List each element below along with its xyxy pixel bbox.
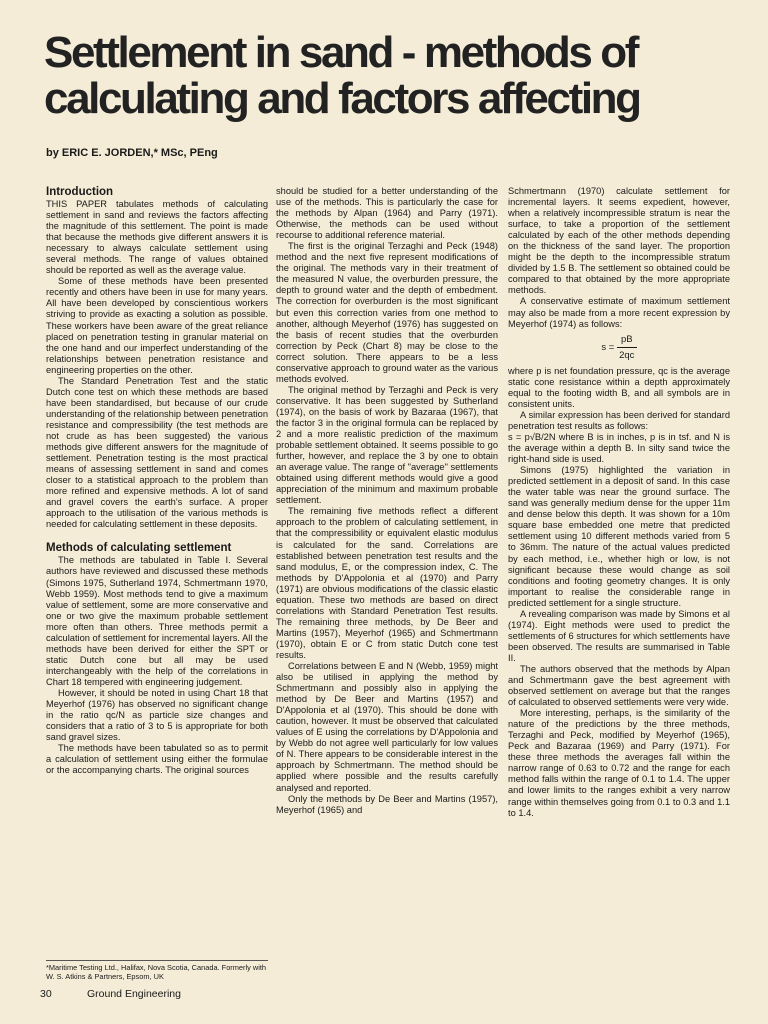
paragraph: Only the methods by De Beer and Martins (1957), Meyerhof (1965) and [276,793,498,815]
paragraph: The remaining five methods reflect a different approach to the problem of calculating settlement, in that the compressibility or equivalent elastic modulus is calculated for the sand. Correlations are established between penetration test results and the sand modulus, E, or the compression index, C. The methods by D'Appolonia et al (1970) and Parry (1971) are obvious modifications of the classic elastic equation. These two methods are based on direct correlations with Standard Penetration Test results. The remaining three methods, by De Beer and Martins (1957), Meyerhof (1965) and Schmertmann (1970), obtain E or C from static Dutch cone test results. [276,506,498,660]
paragraph: The Standard Penetration Test and the static Dutch cone test on which these methods are based have been standardised, but because of our crude understanding of the relationship between penetration resistance and compressibility (the test methods are not crude as has been suggested) the various methods give different answers for the magnitude of settlement. Penetration testing is the most practical means of assessing settlement in sand and comes closer to a statistical approach to the problem than more refined and expensive methods. A lot of sand and gravel covers the earth's surface. A proper approach to the utilisation of the various methods is needed for calculating settlement in these deposits. [46,375,268,530]
paragraph: should be studied for a better understanding of the use of the methods. This is particularly the case for the methods by Alpan (1964) and Parry (1971). Otherwise, the methods can be used without recourse to additional reference material. [276,186,498,241]
paragraph: where p is net foundation pressure, qc is the average static cone resistance within a depth approximately equal to the footing width B, and all symbols are in consistent units. [508,365,730,409]
formula-numerator: pB [617,334,637,348]
paragraph: The first is the original Terzaghi and Peck (1948) method and the next five represent modifications of the original. The methods vary in their treatment of the measured N value, the overburden pressure, the depth to ground water and the depth of embedment. The correction for overburden is the most significant but even this correction varies from one method to another, although Meyerhof (1976) has suggested on the basis of recent studies that the overburden correction by Peck (Chart 8) may be close to the correct solution. There appears to be a less conservative approach to ground water as the various methods evolved. [276,241,498,384]
methods-heading: Methods of calculating settlement [46,542,232,555]
paragraph: THIS PAPER tabulates methods of calculating settlement in sand and reviews the factors affecting the magnitude of this settlement. The point is made that because the methods give different answers it is necessary to always calculate settlement using several methods. The range of values obtained should be reported as well as the average value. [46,199,268,276]
column-2 [276,186,498,816]
paragraph: A revealing comparison was made by Simons et al (1974). Eight methods were used to predict the settlements of 6 structures for which settlements have been observed. The results are summarised in Table II. [508,608,730,663]
paragraph: The methods are tabulated in Table I. Several authors have reviewed and discussed these methods (Simons 1975, Sutherland 1974, Schmertmann 1970, Webb 1959). Most methods tend to give a maximum value of settlement, some are more conservative and one or two give the maximum probable settlement more often than others. Three methods permit a calculation of settlement for incremental layers. All the methods have been derived for either the SPT or static Dutch cone but all may be used interchangeably with the help of the correlations in Chart 18 tempered with engineering judgement. [46,555,268,687]
formula-lhs: s = [601,341,615,353]
paragraph: The authors observed that the methods by Alpan and Schmertmann gave the best agreement with observed settlement on average but that the ranges of calculated to observed settlements were very wide. [508,663,730,708]
paragraph: Some of these methods have been presented recently and others have been in use for many years. All have been developed by conscientious workers striving to provide as exacting a solution as possible. These workers have been aware of the great reliance placed on penetration testing in granular material on the one hand and our imperfect understanding of the relationships between penetration resistance and engineering properties on the other. [46,276,268,375]
paragraph: Correlations between E and N (Webb, 1959) might also be utilised in applying the method by Schmertmann and possibly also in applying the method by De Beer and Martins (1957) and D'Appolonia et al (1970). This should be done with caution, however. It must be observed that calculated values of E using the correlations by D'Appolonia and by Webb do not agree well particularly for low values of N. There appears to be considerable interest in the approach by Schmertmann. The method should be applied where possible and the results carefully analysed and reported. [276,661,498,793]
formula-denominator: 2qc [619,349,635,361]
formula-fraction [617,334,637,361]
byline: by ERIC E. JORDEN,* MSc, PEng [46,147,218,159]
paragraph: Schmertmann (1970) calculate settlement for incremental layers. It seems expedient, however, when a relatively incompressible stratum is near the surface, to take a proportion of the settlement calculated by each of the other methods depending on the thickness of the sand layer. The proportion might be the depth to the incompressible stratum divided by 1.5 B. The settlement so obtained could be compared to that obtained by the more appropriate methods. [508,186,730,296]
article-title: Settlement in sand - methods of calculating and factors affecting [44,28,640,123]
journal-name: Ground Engineering [87,988,181,1000]
paragraph: The original method by Terzaghi and Peck is very conservative. It has been suggested by Sutherland (1974), on the basis of work by Bazaraa (1967), that the factor 3 in the original formula can be replaced by 2 and a more realistic prediction of the maximum probable settlement obtained. It seems possible to go further, however, and replace the 3 by one to obtain an average value. The range of "average" settlements obtained using different methods would give a good appreciation of the minimum and maximum probable settlement. [276,384,498,506]
settlement-formula [508,334,730,361]
paragraph: A similar expression has been derived for standard penetration test results as follows: [508,409,730,431]
page-number: 30 [40,988,52,1000]
column-3 [508,186,730,819]
paragraph: However, it should be noted in using Chart 18 that Meyerhof (1976) has observed no significant change in the ratio qc/N as particle size changes and considers that a ratio of 3 to 5 is appropriate for both sand gravel sizes. [46,687,268,743]
introduction-heading: Introduction [46,186,114,198]
author-footnote: *Maritime Testing Ltd., Halifax, Nova Scotia, Canada. Formerly with W. S. Atkins & Partners, Epsom, UK [46,960,268,981]
paragraph: Simons (1975) highlighted the variation in predicted settlement in a deposit of sand. In this case the water table was near the ground surface. The sand was generally medium dense for the upper 11m and dense below this depth. It was shown for a 10m square base embedded one metre that predicted settlement using 10 different methods varied from 5 to 36mm. The nature of the actual values predicted by each method, i.e., whether high or low, is not significant because these would change as soil conditions and footing geometry changes. It is only important to realise the considerable range in predicted settlement for a single structure. [508,465,730,608]
paragraph: A conservative estimate of maximum settlement may also be made from a more recent expression by Meyerhof (1974) as follows: [508,296,730,329]
column-1 [46,186,268,776]
paragraph: The methods have been tabulated so as to permit a calculation of settlement using either the formulae or the accompanying charts. The original sources [46,743,268,776]
paragraph: More interesting, perhaps, is the similarity of the nature of the predictions by the three methods, Terzaghi and Peck, modified by Meyerhof (1965), Peck and Bazaraa (1969) and Parry (1971). For these three methods the averages fall within the narrow range of 0.63 to 0.72 and the range for each method falls within the range of 0.1 to 1.4. The upper and lower limits to the ranges exhibit a very narrow range within themselves going from 0.1 to 0.3 and 1.1 to 1.4. [508,708,730,818]
paragraph: s = p√B/2N where B is in inches, p is in tsf. and N is the average within a depth B. In silty sand twice the right-hand side is used. [508,431,730,465]
